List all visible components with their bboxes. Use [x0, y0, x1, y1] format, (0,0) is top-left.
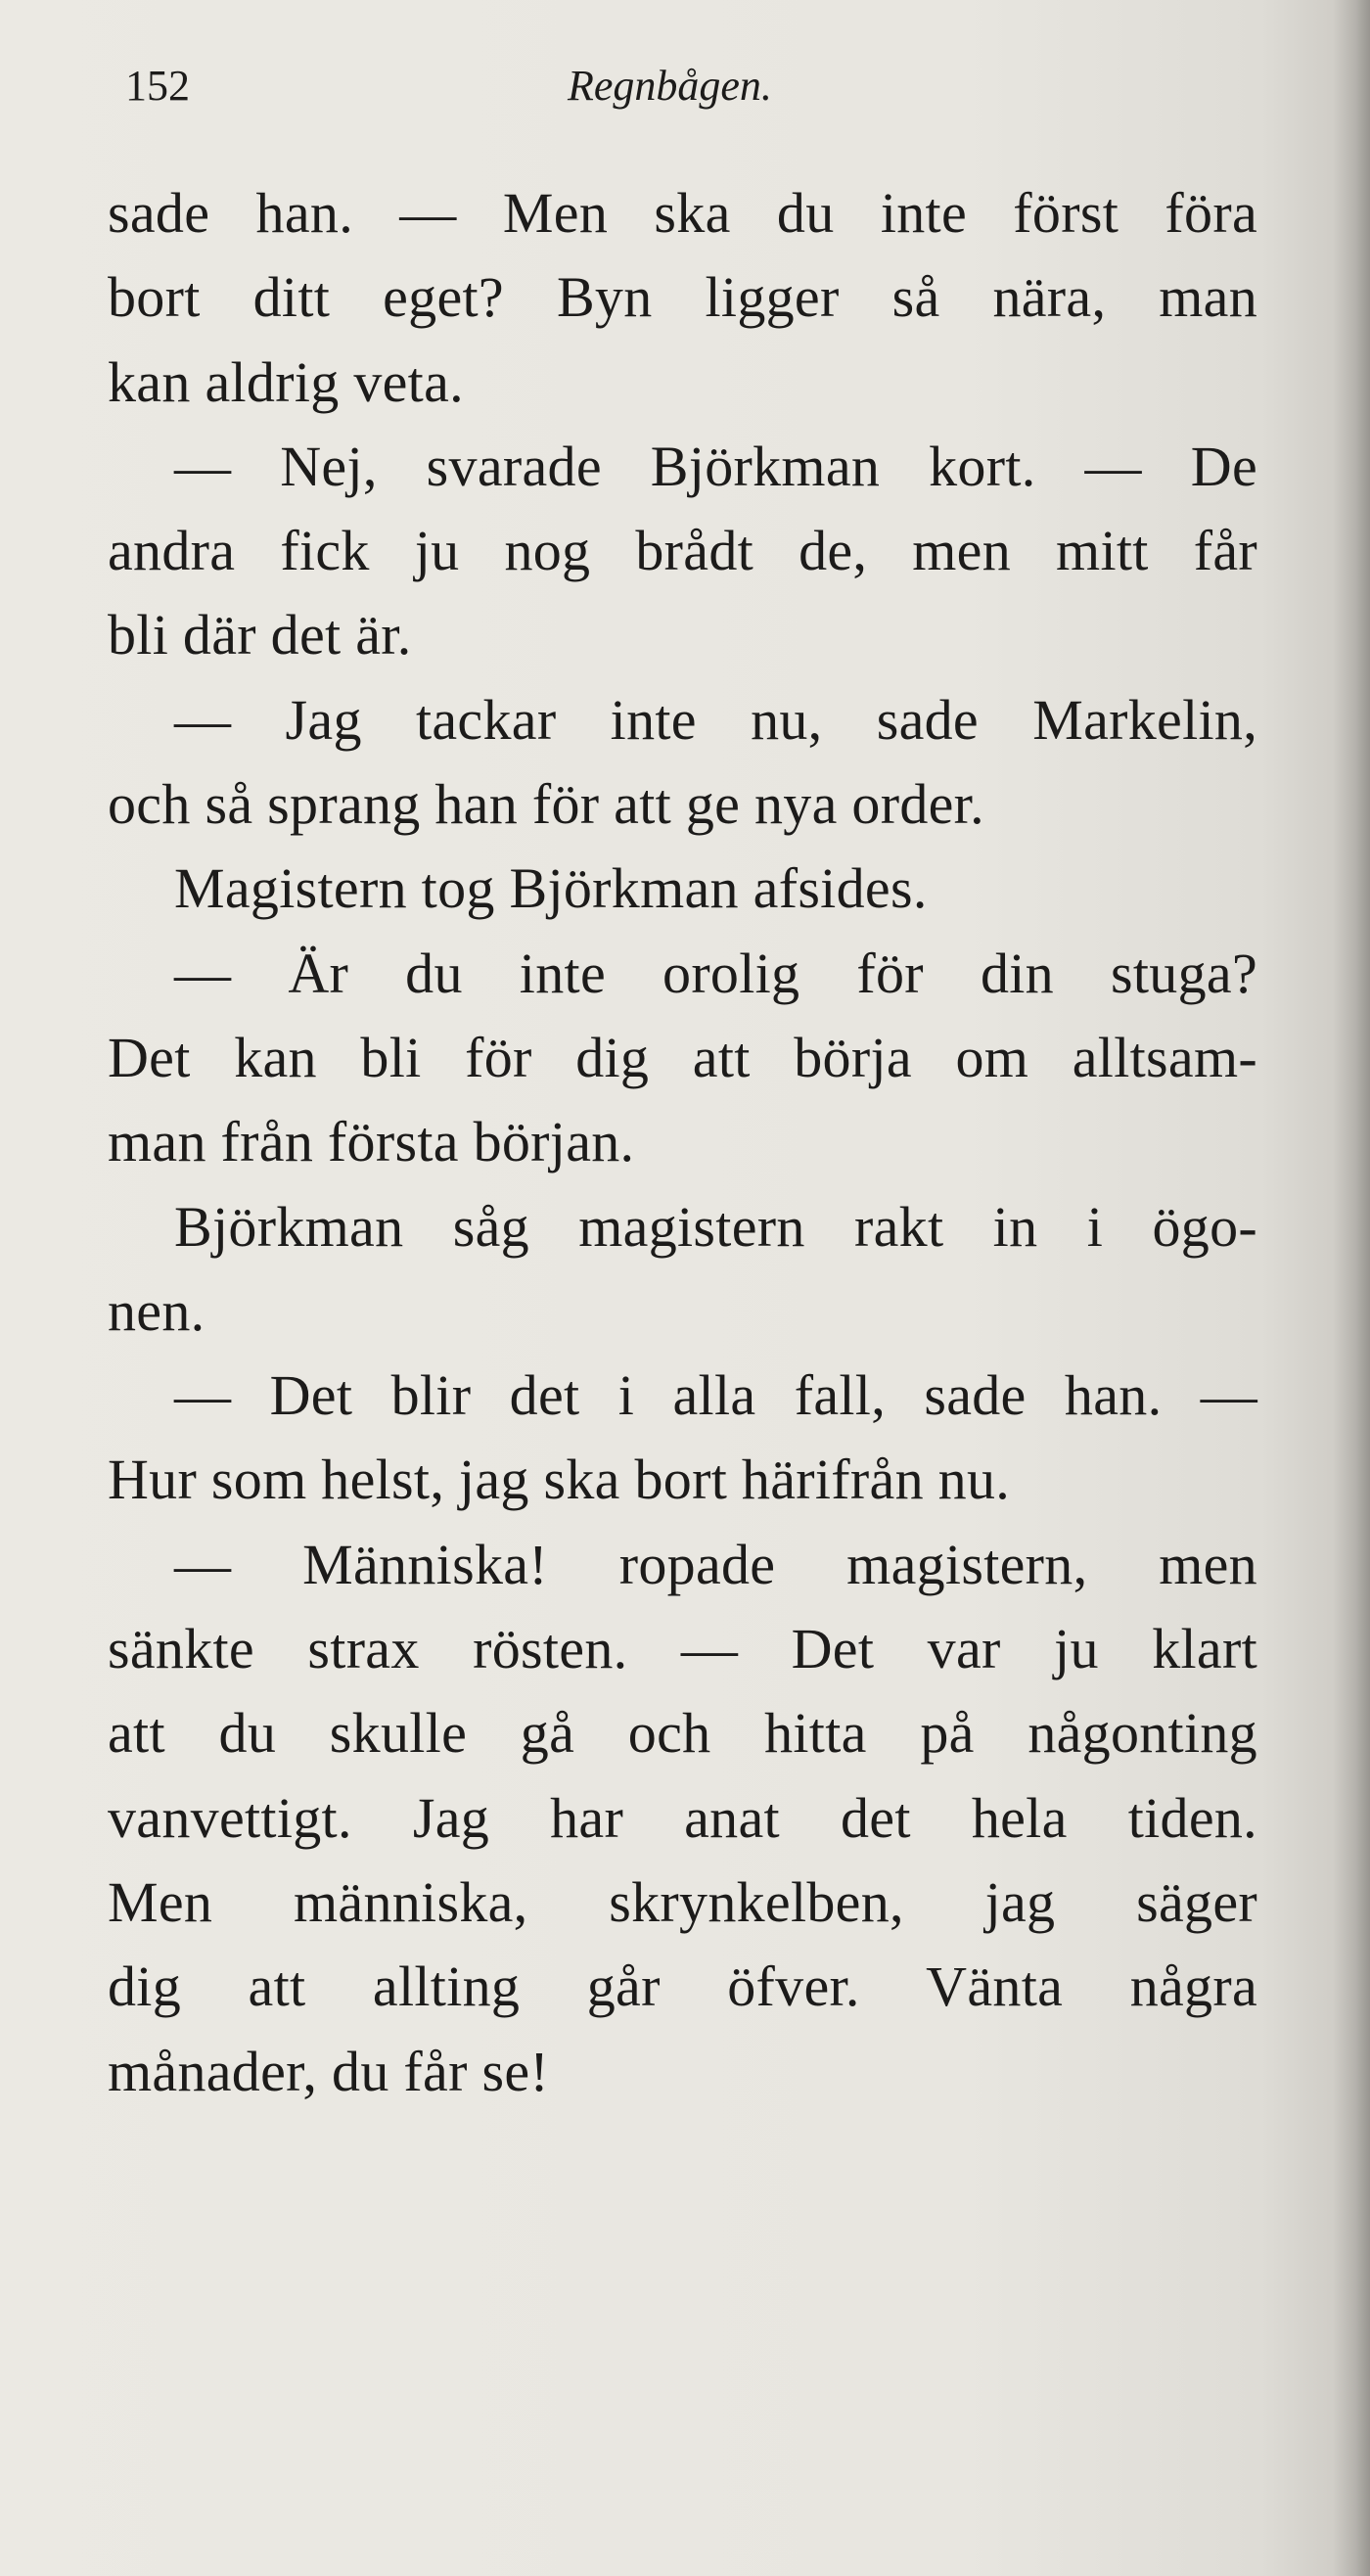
text-line: Det kan bli för dig att börja om alltsam- [108, 1025, 1257, 1089]
running-title: Regnbågen. [568, 62, 772, 110]
text-line: — Människa! ropade magistern, men [174, 1532, 1257, 1596]
page-edge-shadow [1333, 0, 1370, 2576]
text-line: Magistern tog Björkman afsides. [174, 856, 928, 921]
text-line: andra fick ju nog brådt de, men mitt får [108, 519, 1257, 583]
text-line: — Nej, svarade Björkman kort. — De [174, 434, 1257, 498]
page-number: 152 [125, 62, 190, 110]
text-line: månader, du får se! [108, 2039, 550, 2103]
text-line: — Det blir det i alla fall, sade han. — [174, 1363, 1257, 1428]
text-line: Björkman såg magistern rakt in i ögo- [174, 1194, 1257, 1259]
text-line: vanvettigt. Jag har anat det hela tiden. [108, 1785, 1257, 1850]
text-line: dig att allting går öfver. Vänta några [108, 1955, 1257, 2019]
text-line: bort ditt eget? Byn ligger så nära, man [108, 265, 1257, 330]
text-line: och så sprang han för att ge nya order. [108, 772, 984, 837]
text-line: Hur som helst, jag ska bort härifrån nu. [108, 1448, 1011, 1512]
text-line: sänkte strax rösten. — Det var ju klart [108, 1617, 1257, 1681]
text-line: att du skulle gå och hitta på någonting [108, 1701, 1257, 1766]
text-line: man från första början. [108, 1110, 635, 1174]
text-line: — Jag tackar inte nu, sade Markelin, [174, 687, 1257, 752]
body-text [108, 171, 1257, 2114]
text-line: sade han. — Men ska du inte först föra [108, 181, 1257, 245]
text-line: nen. [108, 1278, 206, 1343]
text-line: bli där det är. [108, 603, 412, 667]
running-head [125, 61, 1241, 119]
text-line: Men människa, skrynkelben, jag säger [108, 1869, 1257, 1934]
text-line: — Är du inte orolig för din stuga? [174, 941, 1257, 1005]
text-line: kan aldrig veta. [108, 349, 464, 414]
